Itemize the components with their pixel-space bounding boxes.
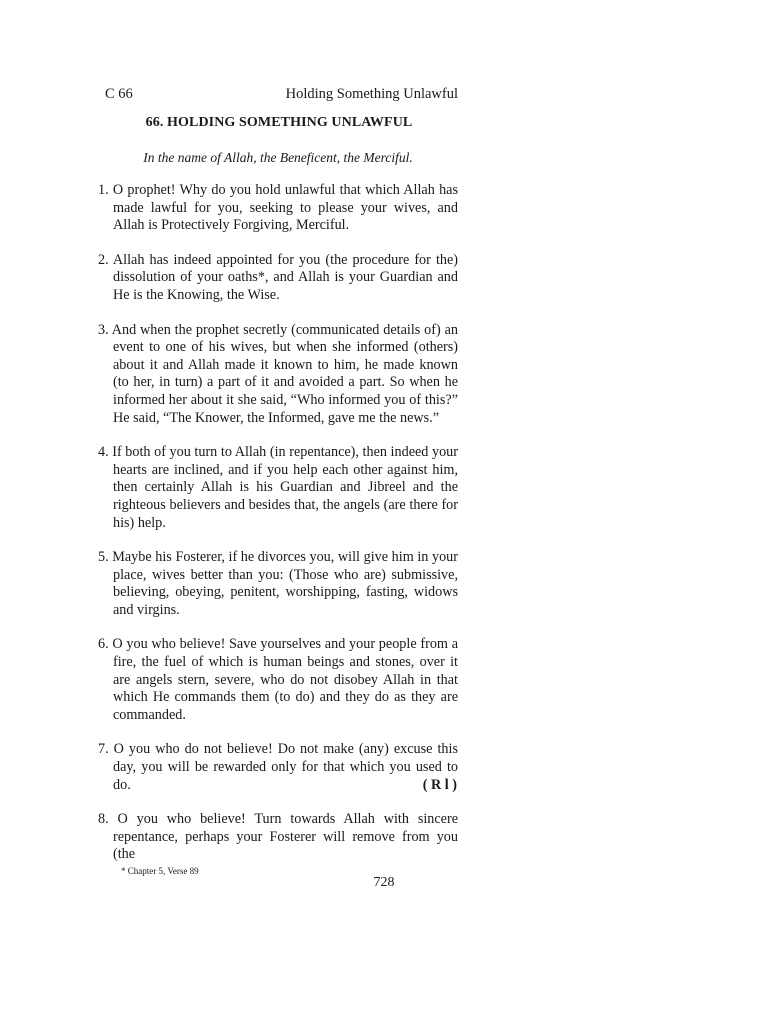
verse-7: 7. O you who do not believe! Do not make (any) excuse this day, you will be rewarded only for that which you used to do. ( R l ) xyxy=(98,741,458,793)
page-number: 728 xyxy=(373,875,395,890)
verse-4: 4. If both of you turn to Allah (in repentance), then indeed your hearts are inclined, and if you help each other against him, then certainly Allah is his Guardian and Jibreel and the righteous believers and besides that, the angels (are there for his) help. xyxy=(98,444,458,531)
verse-2: 2. Allah has indeed appointed for you (the procedure for the) dissolution of your oaths*, and Allah is your Guardian and He is the Knowing, the Wise. xyxy=(98,251,458,303)
verse-8: 8. O you who believe! Turn towards Allah with sincere repentance, perhaps your Fosterer will remove from you (the xyxy=(98,811,458,863)
verse-3: 3. And when the prophet secretly (communicated details of) an event to one of his wives, but when she informed (others) about it and Allah made it known to him, he made known (to her, in turn) a part of it and avoided a part. So when he informed her about it she said, “Who informed you of this?” He said, “The Knower, the Informed, gave me the news.” xyxy=(98,321,458,426)
footnote: * Chapter 5, Verse 89 xyxy=(121,866,199,876)
invocation: In the name of Allah, the Beneficent, the Merciful. xyxy=(143,150,413,165)
chapter-title: 66. HOLDING SOMETHING UNLAWFUL xyxy=(145,115,413,130)
verse-6: 6. O you who believe! Save yourselves and your people from a fire, the fuel of which is human beings and stones, over it are angels stern, severe, who do not disobey Allah in that which He commands them (to do) and they do as they are commanded. xyxy=(98,636,458,723)
chapter-code: C 66 xyxy=(105,86,133,102)
running-header xyxy=(98,86,458,108)
verse-list xyxy=(98,182,458,864)
verse-5: 5. Maybe his Fosterer, if he divorces you, will give him in your place, wives better than you: (Those who are) submissive, believing, obeying, penitent, worshipping, fasting, widows and virgins. xyxy=(98,549,458,618)
running-title: Holding Something Unlawful xyxy=(285,86,458,102)
page-body xyxy=(98,86,458,878)
verse-1: 1. O prophet! Why do you hold unlawful that which Allah has made lawful for you, seeking to please your wives, and Allah is Protectively Forgiving, Merciful. xyxy=(98,182,458,234)
section-marker: ( R l ) xyxy=(422,776,457,793)
